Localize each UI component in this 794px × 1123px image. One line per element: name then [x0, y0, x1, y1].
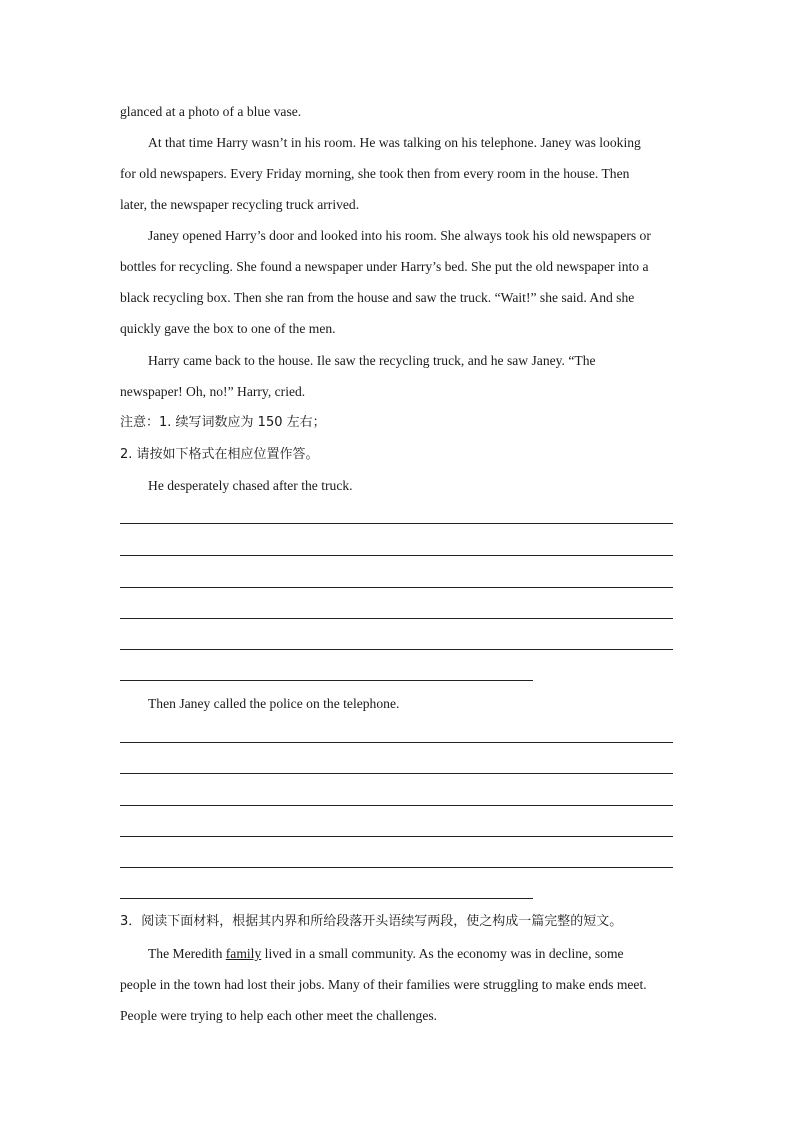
- para4-line1: Harry came back to the house. Ile saw the recycling truck, and he saw Janey. “The: [148, 353, 596, 368]
- para2-line2: for old newspapers. Every Friday morning, she took then from every room in the house. Then: [120, 166, 630, 181]
- note-word-count: 注意：1. 续写词数应为 150 左右；: [120, 415, 326, 430]
- answer-line[interactable]: [120, 618, 673, 619]
- answer-line[interactable]: [120, 836, 673, 837]
- para3-line3: black recycling box. Then she ran from the house and saw the truck. “Wait!” she said. And she: [120, 290, 635, 305]
- para3-line1: Janey opened Harry’s door and looked into his room. She always took his old newspapers or: [148, 228, 651, 243]
- q3-line1-pre: The Meredith: [148, 946, 226, 961]
- q3-line1: [148, 946, 624, 962]
- para2-line3: later, the newspaper recycling truck arrived.: [120, 197, 360, 212]
- para1-line1: glanced at a photo of a blue vase.: [120, 104, 302, 119]
- para3-line4: quickly gave the box to one of the men.: [120, 321, 336, 336]
- continuation-prompt-1: He desperately chased after the truck.: [148, 478, 353, 493]
- q3-line2: people in the town had lost their jobs. Many of their families were struggling to make ends meet.: [120, 977, 647, 992]
- answer-line[interactable]: [120, 742, 673, 743]
- para4-line2: newspaper! Oh, no!” Harry, cried.: [120, 384, 306, 399]
- q3-line1-post: lived in a small community. As the economy was in decline, some: [261, 946, 624, 961]
- answer-line[interactable]: [120, 773, 673, 774]
- para2-line1: At that time Harry wasn’t in his room. He was talking on his telephone. Janey was looking: [148, 135, 641, 150]
- q3-line3: People were trying to help each other meet the challenges.: [120, 1008, 438, 1023]
- para3-line2: bottles for recycling. She found a newspaper under Harry’s bed. She put the old newspaper into a: [120, 259, 649, 274]
- answer-line[interactable]: [120, 805, 673, 806]
- answer-line[interactable]: [120, 587, 673, 588]
- answer-line[interactable]: [120, 898, 533, 899]
- answer-line[interactable]: [120, 523, 673, 524]
- answer-line[interactable]: [120, 649, 673, 650]
- continuation-prompt-2: Then Janey called the police on the telephone.: [148, 696, 400, 711]
- answer-line[interactable]: [120, 555, 673, 556]
- answer-line[interactable]: [120, 680, 533, 681]
- note-format: 2. 请按如下格式在相应位置作答。: [120, 447, 319, 462]
- q3-underlined-word: family: [225, 946, 262, 961]
- answer-line[interactable]: [120, 867, 673, 868]
- question-3-heading: 3．阅读下面材料，根据其内界和所给段落开头语续写两段，使之构成一篇完整的短文。: [120, 914, 623, 929]
